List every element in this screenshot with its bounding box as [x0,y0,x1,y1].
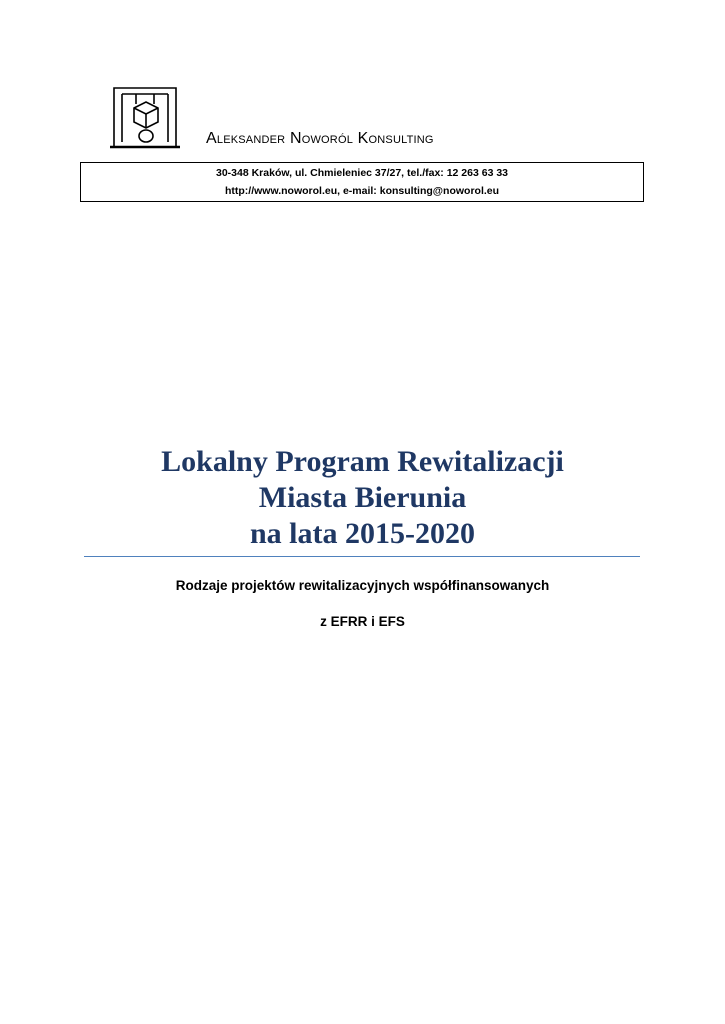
document-title [0,444,725,552]
logo-icon [110,86,180,150]
address-line: 30-348 Kraków, ul. Chmieleniec 37/27, tel./fax: 12 263 63 33 [215,167,509,179]
title-line-1: Lokalny Program Rewitalizacji [161,445,564,478]
subtitle-line-2: z EFRR i EFS [320,614,405,629]
company-logo [110,86,180,150]
address-box [80,162,644,202]
subtitle-line-1: Rodzaje projektów rewitalizacyjnych współfinansowanych [175,578,550,593]
contact-line: http://www.noworol.eu, e-mail: konsulting@noworol.eu [224,185,500,197]
title-line-2: Miasta Bierunia [258,481,467,514]
title-line-3: na lata 2015-2020 [250,517,475,550]
title-divider [84,556,640,557]
company-name: Aleksander Noworól Konsulting [206,130,434,147]
